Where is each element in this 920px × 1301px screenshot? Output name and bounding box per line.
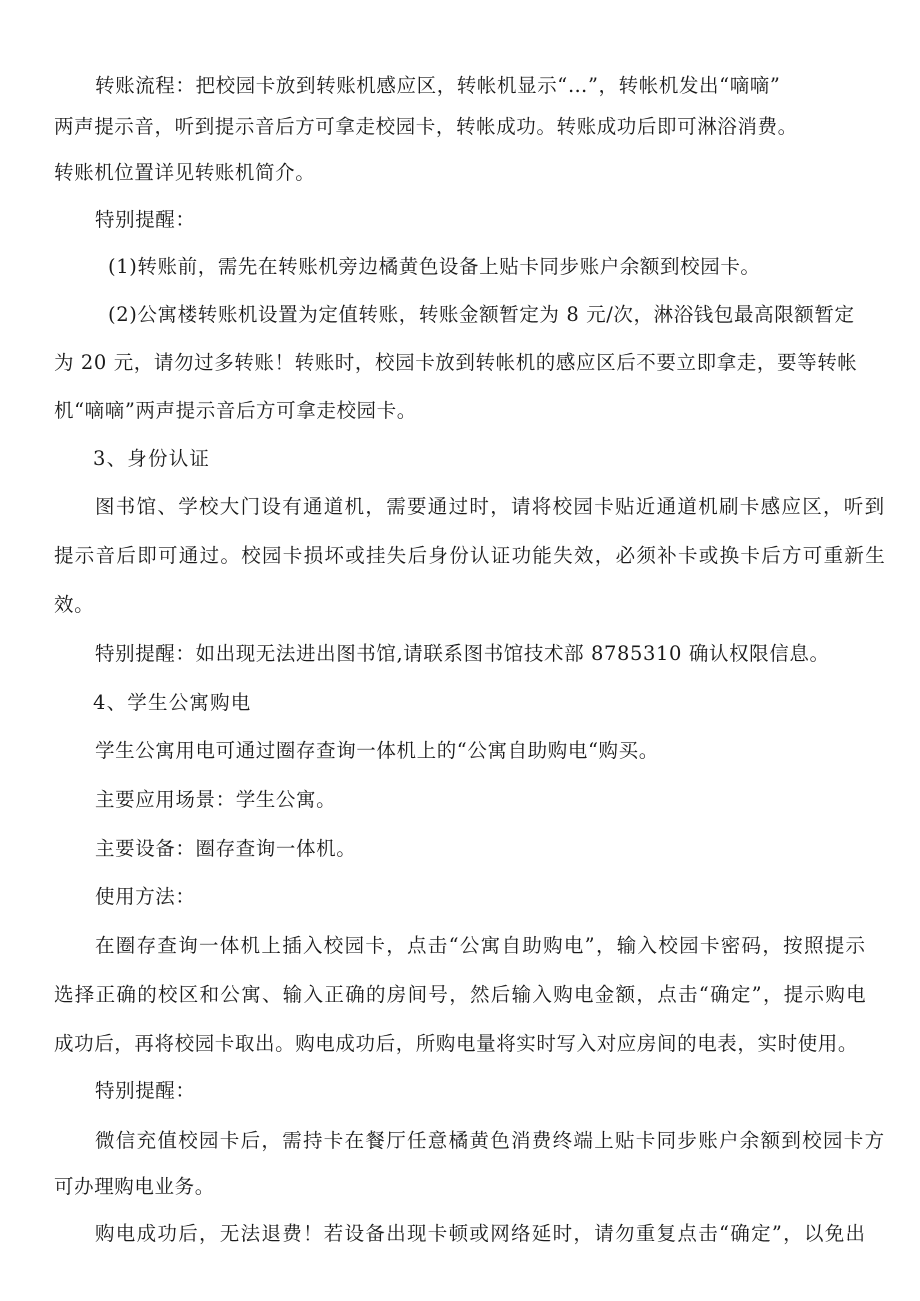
text-line: 购电成功后，无法退费！若设备出现卡顿或网络延时，请勿重复点击“确定”，以免出 (95, 1222, 867, 1245)
text-line: 机“嘀嘀”两声提示音后方可拿走校园卡。 (54, 399, 417, 422)
usage-method-label: 使用方法： (95, 885, 196, 908)
text-line: 学生公寓用电可通过圈存查询一体机上的“公寓自助购电“购买。 (95, 739, 659, 762)
section-heading-electricity: 4、学生公寓购电 (93, 691, 252, 714)
text-line: 可办理购电业务。 (54, 1175, 215, 1198)
text-line: 为 20 元，请勿过多转账！转账时，校园卡放到转帐机的感应区后不要立即拿走，要等转帐 (54, 351, 858, 374)
text-line: 选择正确的校区和公寓、输入正确的房间号，然后输入购电金额，点击“确定”，提示购电 (54, 983, 867, 1006)
text-line: 在圈存查询一体机上插入校园卡，点击“公寓自助购电”，输入校园卡密码，按照提示 (95, 934, 867, 957)
text-line: 效。 (54, 593, 95, 616)
text-line: 图书馆、学校大门设有通道机，需要通过时，请将校园卡贴近通道机刷卡感应区，听到 (95, 495, 886, 518)
text-line: 微信充值校园卡后，需持卡在餐厅任意橘黄色消费终端上贴卡同步账户余额到校园卡方 (95, 1129, 886, 1152)
text-line: 两声提示音，听到提示音后方可拿走校园卡，转帐成功。转账成功后即可淋浴消费。 (54, 115, 798, 138)
special-reminder-label: 特别提醒： (95, 208, 196, 231)
reminder-item-1: (1)转账前，需先在转账机旁边橘黄色设备上贴卡同步账户余额到校园卡。 (108, 255, 761, 278)
text-line: 转账机位置详见转账机简介。 (54, 161, 316, 184)
reminder-item-2: (2)公寓楼转账机设置为定值转账，转账金额暂定为 8 元/次，淋浴钱包最高限额暂定 (108, 303, 855, 326)
section-heading-identity: 3、身份认证 (93, 447, 211, 470)
special-reminder-label: 特别提醒： (95, 1079, 196, 1102)
text-line: 主要设备：圈存查询一体机。 (95, 837, 357, 860)
text-line: 转账流程：把校园卡放到转账机感应区，转帐机显示“…”，转帐机发出“嘀嘀” (95, 74, 781, 97)
text-line: 成功后，再将校园卡取出。购电成功后，所购电量将实时写入对应房间的电表，实时使用。 (54, 1032, 859, 1055)
library-reminder: 特别提醒：如出现无法进出图书馆,请联系图书馆技术部 8785310 确认权限信息。 (95, 642, 830, 665)
text-line: 主要应用场景：学生公寓。 (95, 788, 337, 811)
text-line: 提示音后即可通过。校园卡损坏或挂失后身份认证功能失效，必须补卡或换卡后方可重新生 (54, 544, 887, 567)
